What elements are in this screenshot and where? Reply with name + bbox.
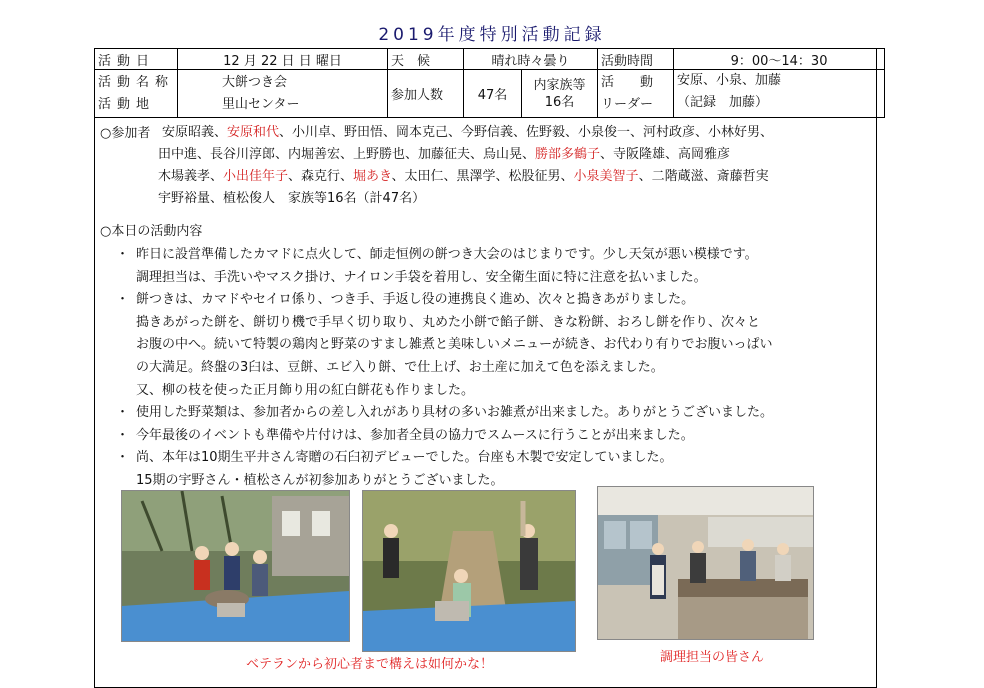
participant-names: 、小川卓、野田悟、岡本克己、今野信義、佐野毅、小泉俊一、河村政彦、小林好男、 (279, 125, 774, 140)
time-label: 活動時間 (598, 49, 674, 70)
activity-line (116, 289, 856, 312)
photo-caption-right: 調理担当の皆さん (660, 650, 765, 665)
activity-text: 又、柳の枝を使った正月飾り用の紅白餅花も作りました。 (136, 382, 475, 398)
participant-names: 、二階蔵滋、斎藤哲実 (638, 169, 769, 184)
participants-label: 参加人数 (388, 70, 464, 118)
participant-names: 、寺阪隆雄、高岡雅彦 (600, 147, 731, 162)
participants-heading: ○参加者 (100, 126, 151, 141)
activity-text: お腹の中へ。続いて特製の鶏肉と野菜のすまし雑煮と美味しいメニューが続き、お代わり有りでお腹いっぱい (136, 337, 773, 353)
leader-names: 安原、小泉、加藤 (677, 73, 782, 88)
activity-place-value: 里山センター (222, 96, 300, 112)
recorder-name: （記録 加藤） (677, 95, 769, 110)
activity-place-label: 活動地 (98, 96, 156, 112)
bullet-mark: ・ (116, 450, 130, 466)
participant-names: 安原昭義、 (162, 125, 228, 140)
participant-name-highlight: 勝部多鶴子 (535, 147, 601, 162)
bullet-mark: ・ (116, 247, 130, 262)
participant-names: 、太田仁、黒澤学、松股征男、 (391, 169, 574, 184)
photo-cooking-team (597, 486, 814, 640)
participants-line (104, 144, 874, 166)
activity-text: 今年最後のイベントも準備や片付けは、参加者全員の協力でスムースに行うことが出来ました。 (136, 427, 694, 443)
activity-text: 昨日に設営準備したカマドに点火して、師走恒例の餅つき大会のはじまりです。少し天気が悪い模様です。 (136, 247, 758, 262)
activity-bullets (116, 244, 856, 493)
page-title: 2019年度特別活動記録 (378, 25, 606, 45)
activity-name-label: 活動名称 (98, 74, 175, 90)
participant-name-highlight: 堀あき (353, 169, 392, 184)
activity-line (116, 312, 856, 335)
participants-family (522, 70, 598, 118)
info-table (94, 48, 885, 118)
date-value: 12 月 22 日 日 曜日 (178, 49, 388, 70)
activity-text: 15期の宇野さん・植松さんが初参加ありがとうございました。 (136, 472, 504, 488)
activity-text: 餅つきは、カマドやセイロ係り、つき手、手返し役の連携良く進め、次々と搗きあがりました。 (136, 292, 695, 308)
activity-line (116, 425, 856, 448)
activity-line (116, 267, 856, 290)
participant-names: 宇野裕量、植松俊人 家族等16名（計47名） (158, 191, 426, 206)
participants-line (104, 122, 874, 144)
leader-label-2: リーダー (601, 96, 654, 112)
participant-names: 田中進、長谷川淳郎、内堀善宏、上野勝也、加藤征夫、烏山晃、 (158, 147, 536, 162)
photo-mochi-pounding-1-image (122, 491, 349, 641)
activity-line (116, 447, 856, 470)
activity-heading: ○本日の活動内容 (100, 224, 203, 239)
participant-names: 木場義孝、 (158, 169, 224, 184)
photo-mochi-pounding-1 (121, 490, 350, 642)
participant-name-highlight: 安原和代 (227, 125, 280, 140)
activity-line (116, 244, 856, 267)
leader-label-1: 活 動 (601, 74, 654, 90)
date-label: 活動日 (95, 49, 178, 70)
activity-text: の大満足。終盤の3臼は、豆餅、エビ入り餅、で仕上げ、お土産に加えて色を添えました。 (136, 359, 664, 375)
photo-mochi-pounding-2-image (363, 491, 575, 651)
name-place-labels (95, 70, 178, 118)
activity-name-value: 大餅つき会 (222, 74, 288, 90)
leader-label (598, 70, 674, 118)
bullet-mark: ・ (116, 427, 130, 443)
activity-line (116, 334, 856, 357)
photo-cooking-team-image (598, 487, 813, 639)
weather-value: 晴れ時々曇り (464, 49, 598, 70)
participant-names: 、森克行、 (288, 169, 354, 184)
participants-list (104, 122, 874, 210)
activity-line (116, 402, 856, 425)
participants-line (104, 188, 874, 210)
participant-name-highlight: 小泉美智子 (573, 169, 639, 184)
bullet-mark: ・ (116, 405, 130, 421)
activity-text: 尚、本年は10期生平井さん寄贈の石臼初デビューでした。台座も木製で安定していました。 (136, 450, 673, 466)
participant-name-highlight: 小出佳年子 (223, 169, 289, 184)
activity-text: 搗きあがった餅を、餅切り機で手早く切り取り、丸めた小餅で餡子餅、きな粉餅、おろし餅を作り、次々と (136, 314, 761, 330)
activity-line (116, 380, 856, 403)
participants-family-label: 内家族等 (533, 77, 586, 93)
photo-mochi-pounding-2 (362, 490, 576, 652)
time-value: 9：00～14：30 (674, 49, 885, 70)
activity-text: 調理担当は、手洗いやマスク掛け、ナイロン手袋を着用し、安全衛生面に特に注意を払いました。 (136, 269, 707, 285)
name-place-values (178, 70, 388, 118)
activity-line (116, 357, 856, 380)
participants-family-count: 16名 (544, 94, 575, 110)
participants-line (104, 166, 874, 188)
photo-caption-left: ベテランから初心者まで構えは如何かな！ (246, 657, 494, 672)
activity-text: 使用した野菜類は、参加者からの差し入れがあり具材の多いお雑煮が出来ました。ありがとうございました。 (136, 405, 774, 421)
leader-value (674, 70, 885, 118)
participants-total: 47名 (464, 70, 522, 118)
bullet-mark: ・ (116, 292, 130, 308)
weather-label: 天 候 (388, 49, 464, 70)
